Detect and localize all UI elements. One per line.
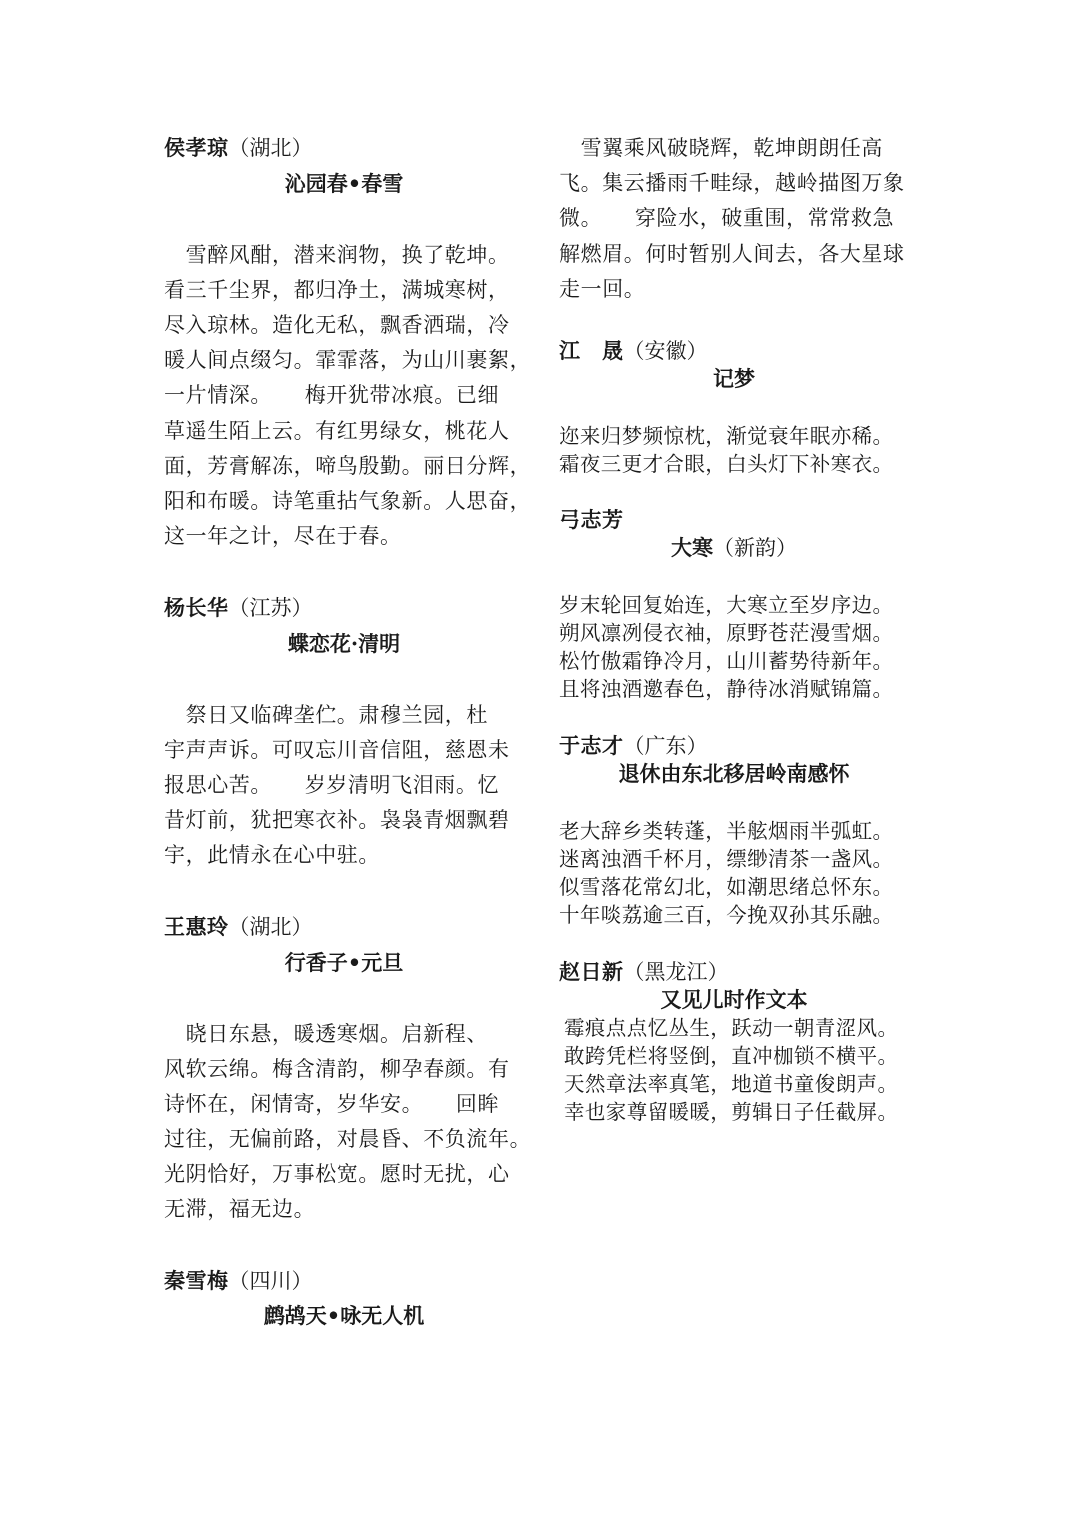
author-region: （湖北）	[228, 136, 313, 160]
author-region: （广东）	[623, 734, 708, 758]
poem-line: 松竹傲霜铮冷月，山川蓄势待新年。	[559, 649, 894, 673]
poem-line: 草遥生陌上云。有红男绿女，桃花人	[164, 419, 510, 443]
author-name: 赵日新	[559, 959, 624, 984]
poem-title-note: （新韵）	[713, 536, 797, 560]
poem-author-line	[559, 507, 624, 533]
poem-author-line	[164, 595, 313, 621]
poem-line: 诗怀在，闲情寄，岁华安。 回眸	[164, 1092, 500, 1116]
author-name: 江 晟	[559, 338, 624, 363]
poem-line: 飞。集云播雨千畦绿，越岭描图万象	[559, 171, 905, 195]
poem-author-line	[559, 733, 708, 759]
poem-line: 微。 穿险水，破重围，常常救急	[559, 206, 895, 230]
poem-title: 又见儿时作文本	[660, 987, 808, 1012]
poem-line: 十年啖荔逾三百，今挽双孙其乐融。	[559, 903, 894, 927]
poem-line: 看三千尘界，都归净土，满城寒树，	[164, 278, 510, 302]
poem-line: 解燃眉。何时暂别人间去，各大星球	[559, 242, 905, 266]
poem-author-line	[559, 338, 708, 364]
poem-line: 这一年之计，尽在于春。	[164, 524, 402, 548]
author-region: （湖北）	[228, 915, 313, 939]
poem-line: 过往，无偏前路，对晨昏、不负流年。	[164, 1127, 532, 1151]
poem-title: 鹧鸪天•咏无人机	[263, 1303, 425, 1328]
poem-author-line	[559, 959, 729, 985]
poem-line: 幸也家尊留暖暖，剪辑日子任截屏。	[564, 1100, 899, 1124]
poem-title: 大寒	[671, 535, 713, 560]
poem-line: 岁末轮回复始连，大寒立至岁序边。	[559, 593, 894, 617]
author-name: 秦雪梅	[164, 1268, 229, 1293]
poem-line: 天然章法率真笔，地道书童俊朗声。	[564, 1072, 899, 1096]
poem-line: 暖人间点缀匀。霏霏落，为山川裹絮，	[164, 348, 532, 372]
poem-line: 似雪落花常幻北，如潮思绪总怀东。	[559, 875, 894, 899]
poem-line: 面，芳膏解冻，啼鸟殷勤。丽日分辉，	[164, 454, 532, 478]
poem-line: 雪醉风酣，潜来润物，换了乾坤。	[164, 243, 510, 267]
poem-line: 迩来归梦频惊枕，渐觉衰年眠亦稀。	[559, 424, 894, 448]
poem-line: 祭日又临碑垄伫。肃穆兰园，杜	[164, 703, 488, 727]
poem-title-line	[559, 535, 909, 561]
poem-line: 风软云绵。梅含清韵，柳孕春颜。有	[164, 1057, 510, 1081]
poem-title: 退休由东北移居岭南感怀	[618, 761, 850, 786]
poem-line: 昔灯前，犹把寒衣补。袅袅青烟飘碧	[164, 808, 510, 832]
poem-author-line	[164, 914, 313, 940]
poem-line: 报思心苦。 岁岁清明飞泪雨。忆	[164, 773, 500, 797]
author-name: 侯孝琼	[164, 135, 229, 160]
poem-line: 宇，此情永在心中驻。	[164, 843, 380, 867]
poem-title: 记梦	[713, 366, 755, 391]
poem-author-line	[164, 1268, 313, 1294]
poem-line: 走一回。	[559, 277, 646, 301]
poem-line: 阳和布暖。诗笔重拈气象新。人思奋，	[164, 489, 532, 513]
poem-line: 一片情深。 梅开犹带冰痕。已细	[164, 383, 500, 407]
poem-line: 老大辞乡类转蓬，半舷烟雨半弧虹。	[559, 819, 894, 843]
poem-line: 晓日东悬，暖透寒烟。启新程、	[164, 1022, 488, 1046]
poem-title: 沁园春•春雪	[284, 171, 404, 196]
author-region: （江苏）	[228, 596, 313, 620]
author-name: 王惠玲	[164, 914, 229, 939]
poem-line: 霉痕点点忆丛生，跃动一朝青涩风。	[564, 1016, 899, 1040]
author-name: 杨长华	[164, 595, 229, 620]
poem-line: 无滞，福无边。	[164, 1197, 316, 1221]
poem-line: 敢跨凭栏将竖倒，直冲枷锁不横平。	[564, 1044, 899, 1068]
poem-line: 朔风凛冽侵衣袖，原野苍茫漫雪烟。	[559, 621, 894, 645]
poem-title: 蝶恋花·清明	[287, 631, 401, 656]
poem-line: 尽入琼林。造化无私，飘香洒瑞，冷	[164, 313, 510, 337]
author-region: （黑龙江）	[623, 960, 729, 984]
poem-line: 光阴恰好，万事松宽。愿时无扰，心	[164, 1162, 510, 1186]
poem-line: 雪翼乘风破晓辉，乾坤朗朗任高	[559, 136, 883, 160]
author-region: （四川）	[228, 1269, 313, 1293]
poem-line: 霜夜三更才合眼，白头灯下补寒衣。	[559, 452, 894, 476]
author-name: 弓志芳	[559, 507, 624, 532]
poem-line: 且将浊酒邀春色，静待冰消赋锦篇。	[559, 677, 894, 701]
author-name: 于志才	[559, 733, 624, 758]
poem-line: 迷离浊酒千杯月，缥缈清茶一盏风。	[559, 847, 894, 871]
poem-line: 宇声声诉。可叹忘川音信阻，慈恩未	[164, 738, 510, 762]
poem-author-line	[164, 135, 313, 161]
poem-title: 行香子•元旦	[284, 950, 404, 975]
author-region: （安徽）	[623, 339, 708, 363]
